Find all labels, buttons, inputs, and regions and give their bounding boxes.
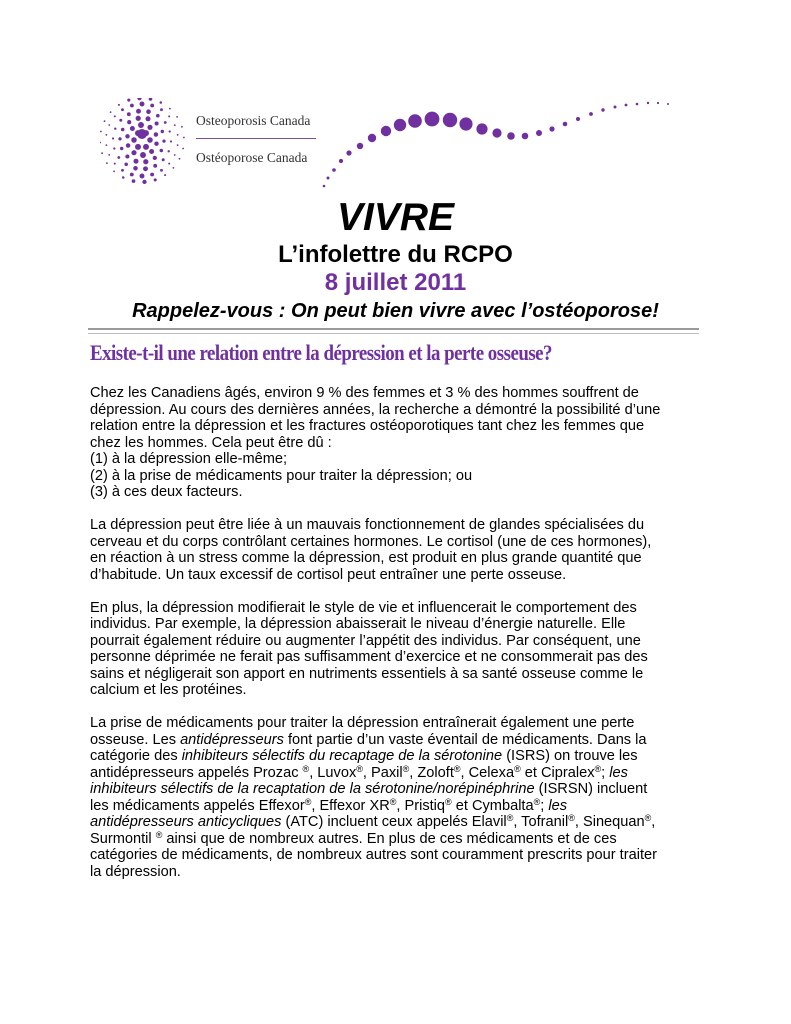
logo-dot xyxy=(154,132,159,137)
logo-dot xyxy=(576,117,580,121)
registered-mark: ® xyxy=(445,796,452,807)
logo-dot xyxy=(140,102,145,107)
registered-mark: ® xyxy=(568,813,575,823)
logo-dot xyxy=(357,143,363,149)
emphasis-text: inhibiteurs sélectifs de la recaptation de la sérotonine/norépinéphrine xyxy=(90,781,535,797)
logo-dot xyxy=(536,130,542,136)
logo-dot xyxy=(636,103,639,106)
registered-mark: ® xyxy=(533,796,541,807)
registered-mark: ® xyxy=(594,763,602,774)
logo-dot xyxy=(156,114,160,118)
text-line: relation entre la dépression et les fractures ostéoporotiques tant chez les femmes que xyxy=(90,418,645,434)
logo-dot xyxy=(113,147,115,149)
logo-dot xyxy=(667,103,669,105)
logo-dot xyxy=(114,163,116,165)
emphasis-text: les xyxy=(609,764,628,781)
logo-dot xyxy=(160,101,163,104)
logo-dot xyxy=(173,167,175,169)
org-name-english: Osteoporosis Canada xyxy=(196,113,311,128)
logo-dot xyxy=(106,162,108,164)
logo-dot xyxy=(130,104,134,108)
logo-dot xyxy=(126,143,131,148)
logo-dot xyxy=(112,137,114,139)
text-run: et Cipralex xyxy=(520,764,595,781)
logo-dot xyxy=(146,109,151,114)
registered-mark: ® xyxy=(356,763,363,774)
logo-dot xyxy=(150,173,154,177)
logo-dot xyxy=(153,164,157,168)
text-line: personne déprimée ne ferait pas suffisamment d’exercice et ne consommerait pas des xyxy=(90,649,648,665)
logo-dot xyxy=(143,159,148,164)
text-line: calcium et les protéines. xyxy=(90,682,247,698)
logo-dot xyxy=(140,174,145,179)
registered-mark: ® xyxy=(304,796,312,807)
logo-dot xyxy=(127,112,131,116)
logo-dot xyxy=(140,152,146,158)
logo-dot xyxy=(346,150,351,155)
logo-dot xyxy=(114,115,116,117)
logo-dot xyxy=(133,159,138,164)
logo-dot xyxy=(625,104,628,107)
logo-dot xyxy=(168,115,170,117)
logo-dot xyxy=(549,126,554,131)
logo-dot xyxy=(176,116,178,118)
registered-mark: ® xyxy=(302,763,310,774)
logo-dot xyxy=(131,150,136,155)
registered-mark: ® xyxy=(389,796,397,807)
logo-dot xyxy=(174,154,176,156)
logo-dot xyxy=(408,114,422,128)
logo-dot xyxy=(160,169,163,172)
text-run: , Pristiq xyxy=(396,797,446,814)
logo-dot xyxy=(160,108,163,111)
text-line: (2) à la prise de médicaments pour traiter la dépression; ou xyxy=(90,467,473,484)
logo-dot xyxy=(130,173,134,177)
registered-mark: ® xyxy=(514,763,521,774)
logo-dot xyxy=(182,148,184,150)
logo-dot xyxy=(143,166,148,171)
logo-dot xyxy=(138,122,144,128)
osteoporosis-canada-logo xyxy=(100,98,700,194)
logo-dot xyxy=(174,124,176,126)
logo-dot xyxy=(143,144,149,150)
text-line: en réaction à un stress comme la dépression, est produit en plus grande quantité que xyxy=(90,550,642,566)
logo-dot xyxy=(127,99,130,102)
text-run: , Effexor XR xyxy=(311,797,390,814)
paragraph-3 xyxy=(90,600,715,699)
text-run: , Tofranil xyxy=(513,814,569,830)
logo-dot xyxy=(601,108,604,111)
logo-dot xyxy=(647,102,649,104)
logo-dot xyxy=(169,108,171,110)
logo-dot xyxy=(121,169,124,172)
text-line: sains et négligerait son apport en nutriments essentiels à sa santé osseuse comme le xyxy=(90,665,644,682)
text-line: La prise de médicaments pour traiter la dépression entraînerait également une perte xyxy=(90,715,635,731)
logo-dot xyxy=(127,120,131,124)
logo-dot xyxy=(113,171,115,173)
logo-dot xyxy=(132,179,136,183)
logo-dot xyxy=(131,137,137,143)
logo-dot xyxy=(130,126,135,131)
logo-dot xyxy=(168,150,170,152)
org-name-french: Ostéoporose Canada xyxy=(196,150,308,165)
text-run: (ATC) incluent ceux appelés Elavil xyxy=(281,814,507,830)
logo-dot xyxy=(170,140,172,142)
logo-dot xyxy=(589,112,593,116)
logo-dot xyxy=(164,121,167,124)
logo-dot xyxy=(147,125,152,130)
logo-dot xyxy=(169,130,171,132)
text-run: antidépresseurs appelés Prozac xyxy=(90,764,303,781)
logo-dot xyxy=(339,159,343,163)
logo-dot xyxy=(119,119,122,122)
logo-dot xyxy=(108,154,110,156)
text-run: ; xyxy=(601,764,610,781)
logo-dot xyxy=(153,156,157,160)
logo-dot xyxy=(492,128,501,137)
logo-dot xyxy=(118,104,120,106)
logo-dot xyxy=(121,128,125,132)
logo-dot xyxy=(133,166,138,171)
text-run: , Sinequan xyxy=(574,814,645,830)
logo-dot xyxy=(154,141,158,145)
dotted-circle-logo-icon xyxy=(100,98,700,194)
text-run: Surmontil xyxy=(90,830,156,847)
logo-dot xyxy=(147,137,153,143)
logo-dot xyxy=(114,128,116,130)
text-run: les médicaments appelés Effexor xyxy=(90,797,305,814)
logo-dot xyxy=(155,121,159,125)
logo-dot xyxy=(101,152,103,154)
logo-dot xyxy=(120,147,123,150)
logo-dot xyxy=(142,180,146,184)
logo-dot xyxy=(100,142,101,144)
text-run: , Paxil xyxy=(362,764,403,781)
text-run: (ISRSN) incluent xyxy=(534,781,648,797)
newsletter-date: 8 juillet 2011 xyxy=(324,269,467,296)
registered-mark: ® xyxy=(402,763,410,774)
text-line: La dépression peut être liée à un mauvais fonctionnement de glandes spécialisées du xyxy=(90,517,645,533)
article-heading: Existe-t-il une relation entre la dépression et la perte osseuse? xyxy=(90,340,553,365)
text-line: catégories de médicaments, de nombreux autres sont couramment prescrits pour traiter xyxy=(90,847,657,863)
logo-dot xyxy=(522,133,529,140)
logo-dot xyxy=(154,178,157,181)
logo-dot xyxy=(125,134,129,138)
text-line: la dépression. xyxy=(90,863,181,880)
logo-dot xyxy=(507,132,515,140)
logo-dot xyxy=(168,163,170,165)
logo-dot xyxy=(162,139,165,142)
logo-dot xyxy=(323,185,326,188)
emphasis-text: inhibiteurs sélectifs du recaptage de la sérotonine xyxy=(181,748,503,764)
logo-dot xyxy=(118,137,121,140)
logo-dot xyxy=(657,102,659,104)
logo-dot xyxy=(106,134,108,136)
text-run: osseuse. Les xyxy=(90,731,181,748)
text-line: (1) à la dépression elle-même; xyxy=(90,451,288,467)
logo-dot xyxy=(332,168,336,172)
registered-mark: ® xyxy=(453,763,461,774)
logo-dot xyxy=(136,116,141,121)
logo-dot xyxy=(368,134,376,142)
logo-dot xyxy=(425,112,440,127)
logo-dot xyxy=(110,111,112,113)
logo-dot xyxy=(135,144,141,150)
text-run: , Zoloft xyxy=(409,764,454,781)
text-run: , Celexa xyxy=(460,764,515,781)
logo-dot xyxy=(104,120,106,122)
text-run: ainsi que de nombreux autres. En plus de ces médicaments et de ces xyxy=(162,830,617,847)
logo-dot xyxy=(121,108,124,111)
registered-mark: ® xyxy=(155,829,163,840)
text-run: font partie d’un vaste éventail de médicaments. Dans la xyxy=(283,731,647,748)
logo-dot xyxy=(122,176,125,179)
logo-dot xyxy=(137,129,147,139)
text-line: individus. Par exemple, la dépression abaisserait le niveau d’énergie naturelle. Elle xyxy=(90,616,626,632)
logo-dot xyxy=(125,154,129,158)
text-line: Chez les Canadiens âgés, environ 9 % des femmes et 3 % des hommes souffrent de xyxy=(90,385,639,401)
logo-dot xyxy=(177,134,179,136)
article-body xyxy=(90,385,715,897)
registered-mark: ® xyxy=(644,813,652,823)
logo-dot xyxy=(145,116,150,121)
logo-dot xyxy=(149,98,153,101)
logo-dot xyxy=(381,126,391,136)
logo-dot xyxy=(164,174,166,176)
text-line: chez les hommes. Cela peut être dû : xyxy=(90,434,332,451)
paragraph-4 xyxy=(90,715,715,880)
emphasis-text: antidépresseurs anticycliques xyxy=(90,814,282,830)
logo-dot xyxy=(563,122,568,127)
logo-dot xyxy=(459,117,472,130)
emphasis-text: les xyxy=(548,797,568,814)
logo-dot xyxy=(106,144,108,146)
text-run: , Luvox xyxy=(309,764,357,781)
logo-dot xyxy=(117,156,120,159)
logo-dot xyxy=(181,126,183,128)
logo-dot xyxy=(327,177,330,180)
text-line: dépression. Au cours des dernières années, la recherche a démontré la possibilité d’une xyxy=(90,401,661,418)
text-run: catégorie des xyxy=(90,748,182,764)
logo-dot xyxy=(177,144,179,146)
logo-dot xyxy=(443,113,457,127)
logo-dot xyxy=(161,130,164,133)
header-divider xyxy=(88,328,699,334)
newsletter-slogan: Rappelez-vous : On peut bien vivre avec l’ostéoporose! xyxy=(132,300,659,322)
emphasis-text: antidépresseurs xyxy=(180,731,284,748)
text-line: cerveau et du corps contrôlant certaines hormones. Le cortisol (une de ces hormones), xyxy=(90,533,652,550)
text-line: d’habitude. Un taux excessif de cortisol peut entraîner une perte osseuse. xyxy=(90,566,567,583)
logo-dot xyxy=(136,109,141,114)
logo-dot xyxy=(100,131,102,133)
logo-dot xyxy=(179,158,181,160)
logo-dot xyxy=(137,98,141,100)
paragraph-1 xyxy=(90,385,715,501)
text-run: ; xyxy=(540,797,549,814)
registered-mark: ® xyxy=(506,813,514,823)
newsletter-title: VIVRE xyxy=(336,196,455,239)
logo-dot xyxy=(614,106,617,109)
text-line: (3) à ces deux facteurs. xyxy=(90,484,243,500)
logo-dot xyxy=(108,124,110,126)
logo-dot xyxy=(394,119,406,131)
text-line: En plus, la dépression modifierait le style de vie et influencerait le comportement des xyxy=(90,599,637,616)
logo-dot xyxy=(149,149,154,154)
paragraph-2 xyxy=(90,517,715,583)
logo-dot xyxy=(160,149,164,153)
logo-dot xyxy=(183,137,185,139)
logo-dot xyxy=(150,104,154,108)
text-run: , xyxy=(651,814,656,830)
newsletter-subtitle: L’infolettre du RCPO xyxy=(278,241,513,268)
logo-dot xyxy=(124,163,128,167)
logo-dot xyxy=(476,123,487,134)
text-run: et Cymbalta xyxy=(451,797,534,814)
text-line: pourrait également réduire ou augmenter l’appétit des individus. Par conséquent, une xyxy=(90,632,641,649)
text-run: (ISRS) on trouve les xyxy=(502,748,638,764)
org-name-divider xyxy=(196,138,316,139)
logo-dot xyxy=(162,158,165,161)
